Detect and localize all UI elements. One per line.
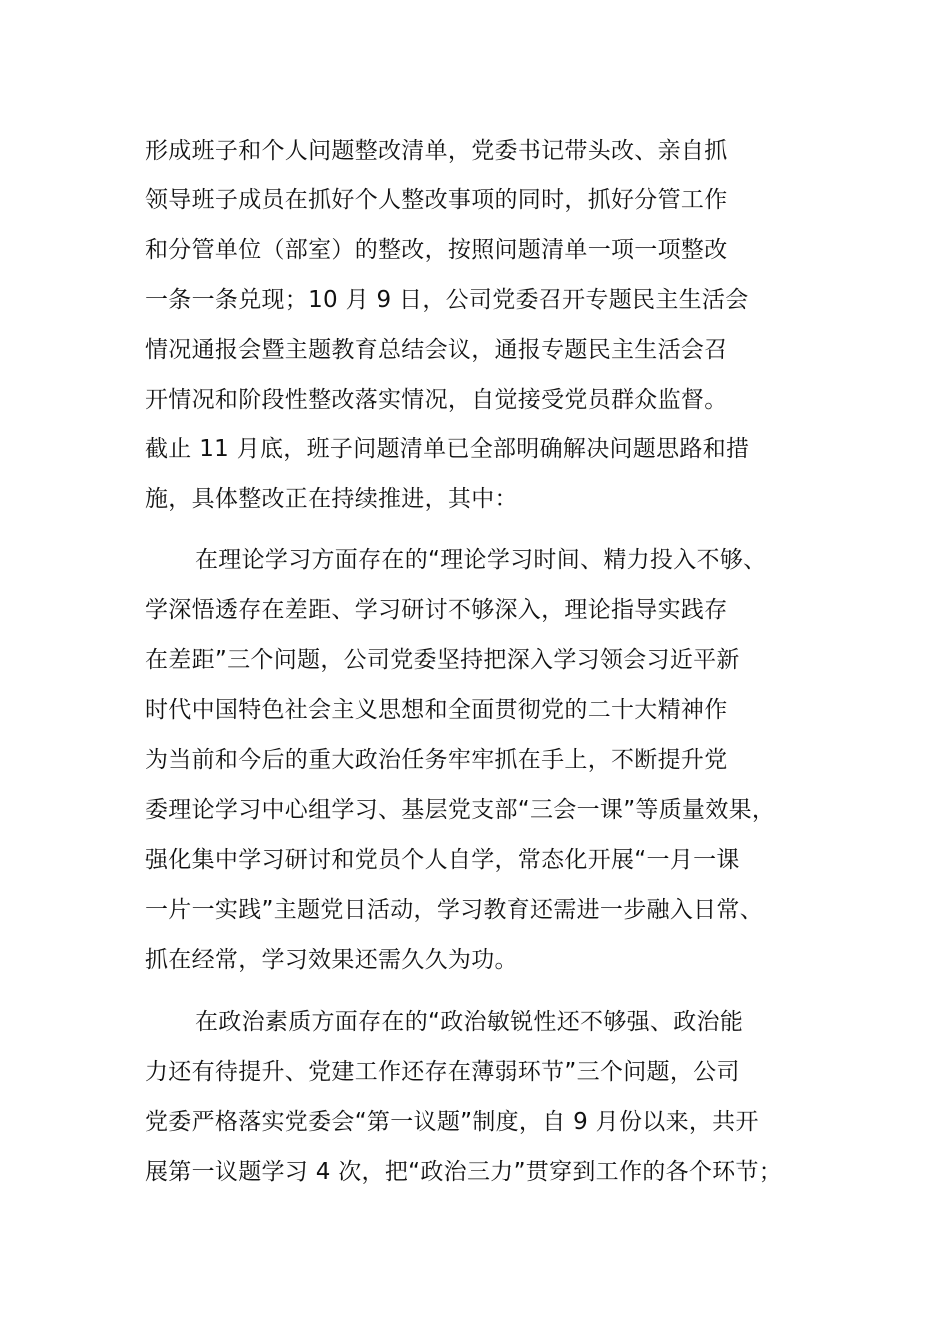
text-line: 领导班子成员在抓好个人整改事项的同时，抓好分管工作 (145, 187, 728, 213)
text-line: 党委严格落实党委会“第一议题”制度，自 9 月份以来，共开 (145, 1109, 759, 1135)
text-line: 截止 11 月底，班子问题清单已全部明确解决问题思路和措 (145, 436, 750, 462)
text-line: 强化集中学习研讨和党员个人自学，常态化开展“一月一课 (145, 847, 740, 873)
text-line: 在政治素质方面存在的“政治敏锐性还不够强、政治能 (195, 1009, 744, 1035)
text-line: 学深悟透存在差距、学习研讨不够深入，理论指导实践存 (145, 597, 728, 623)
text-line: 一片一实践”主题党日活动，学习教育还需进一步融入日常、 (145, 897, 764, 923)
text-line: 时代中国特色社会主义思想和全面贯彻党的二十大精神作 (145, 697, 728, 723)
text-line: 施，具体整改正在持续推进，其中： (145, 486, 518, 512)
text-line: 一条一条兑现；10 月 9 日，公司党委召开专题民主生活会 (145, 287, 749, 313)
text-line: 开情况和阶段性整改落实情况，自觉接受党员群众监督。 (145, 387, 728, 413)
text-line: 在理论学习方面存在的“理论学习时间、精力投入不够、 (195, 547, 767, 573)
text-line: 形成班子和个人问题整改清单，党委书记带头改、亲自抓 (145, 138, 728, 164)
text-line: 在差距”三个问题，公司党委坚持把深入学习领会习近平新 (145, 647, 740, 673)
text-line: 情况通报会暨主题教育总结会议，通报专题民主生活会召 (145, 337, 728, 363)
text-line: 展第一议题学习 4 次，把“政治三力”贯穿到工作的各个环节； (145, 1159, 783, 1185)
text-line: 和分管单位（部室）的整改，按照问题清单一项一项整改 (145, 237, 728, 263)
text-line: 为当前和今后的重大政治任务牢牢抓在手上，不断提升党 (145, 747, 728, 773)
text-line: 力还有待提升、党建工作还存在薄弱环节”三个问题，公司 (145, 1059, 740, 1085)
text-line: 抓在经常，学习效果还需久久为功。 (145, 947, 518, 973)
text-line: 委理论学习中心组学习、基层党支部“三会一课”等质量效果， (145, 797, 776, 823)
